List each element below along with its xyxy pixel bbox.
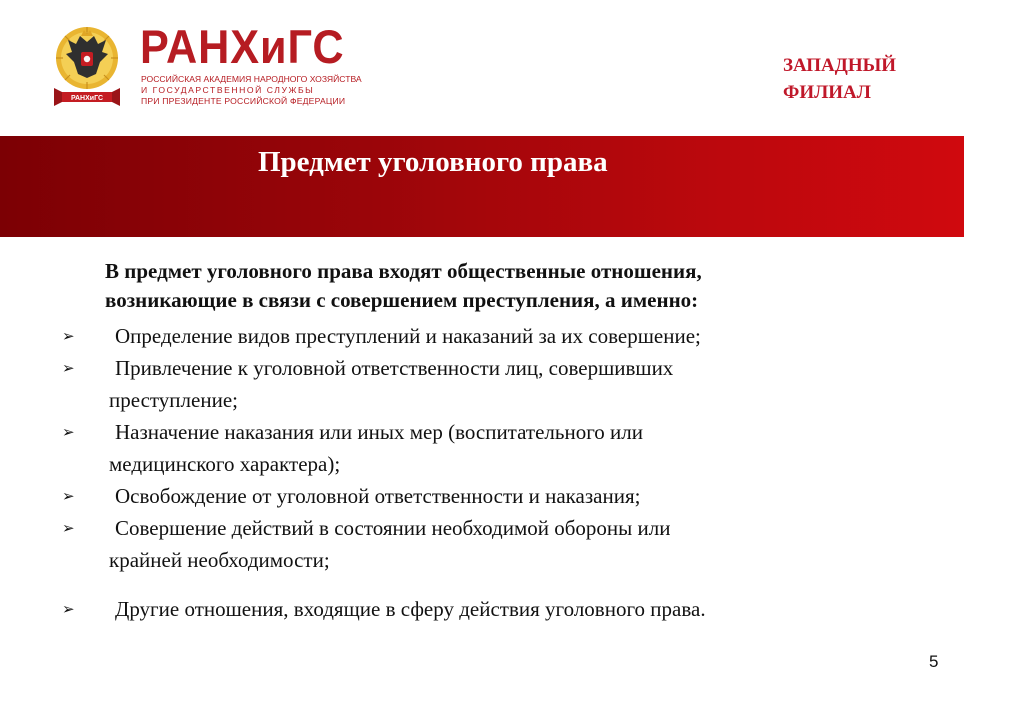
- list-item-text: Другие отношения, входящие в сферу действия уголовного права.: [115, 597, 706, 621]
- list-item-text-continued: преступление;: [109, 388, 238, 412]
- arrowhead-bullet-icon: ➢: [62, 519, 75, 537]
- arrowhead-bullet-icon: ➢: [62, 423, 75, 441]
- intro-line: возникающие в связи с совершением преступления, а именно:: [105, 288, 699, 312]
- arrowhead-bullet-icon: ➢: [62, 487, 75, 505]
- brand-subtitle-line: РОССИЙСКАЯ АКАДЕМИЯ НАРОДНОГО ХОЗЯЙСТВА: [141, 74, 362, 84]
- list-item-text: Освобождение от уголовной ответственности и наказания;: [115, 484, 641, 508]
- arrowhead-bullet-icon: ➢: [62, 359, 75, 377]
- list-item-text: Определение видов преступлений и наказаний за их совершение;: [115, 324, 701, 348]
- list-item-text: Совершение действий в состоянии необходимой обороны или: [115, 516, 671, 540]
- list-item: [60, 416, 706, 480]
- list-item-text-continued: медицинского характера);: [109, 452, 341, 476]
- list-item-text-continued: крайней необходимости;: [109, 548, 330, 572]
- intro-line: В предмет уголовного права входят общественные отношения,: [105, 259, 702, 283]
- branch-label-line: ФИЛИАЛ: [783, 82, 871, 103]
- list-item: [60, 352, 706, 416]
- academy-emblem-icon: [52, 22, 122, 112]
- arrowhead-bullet-icon: ➢: [62, 327, 75, 345]
- bullet-list: [60, 320, 706, 625]
- list-item: [60, 320, 706, 352]
- list-item: [60, 512, 706, 576]
- list-item-text: Привлечение к уголовной ответственности лиц, совершивших: [115, 356, 674, 380]
- page-number: 5: [929, 652, 939, 671]
- slide-title: Предмет уголовного права: [258, 146, 608, 178]
- brand-subtitle-line: ПРИ ПРЕЗИДЕНТЕ РОССИЙСКОЙ ФЕДЕРАЦИИ: [141, 96, 346, 106]
- arrowhead-bullet-icon: ➢: [62, 600, 75, 618]
- branch-label: [783, 52, 896, 106]
- emblem-ribbon-text: РАНХиГС: [70, 95, 104, 102]
- branch-label-line: ЗАПАДНЫЙ: [783, 55, 897, 76]
- list-item-text: Назначение наказания или иных мер (воспитательного или: [115, 420, 643, 444]
- intro-paragraph: [105, 257, 702, 315]
- brand-name: РАНХиГС: [140, 20, 345, 73]
- list-item: [60, 593, 706, 625]
- brand-subtitle-line: И ГОСУДАРСТВЕННОЙ СЛУЖБЫ: [141, 85, 315, 95]
- list-item: [60, 480, 706, 512]
